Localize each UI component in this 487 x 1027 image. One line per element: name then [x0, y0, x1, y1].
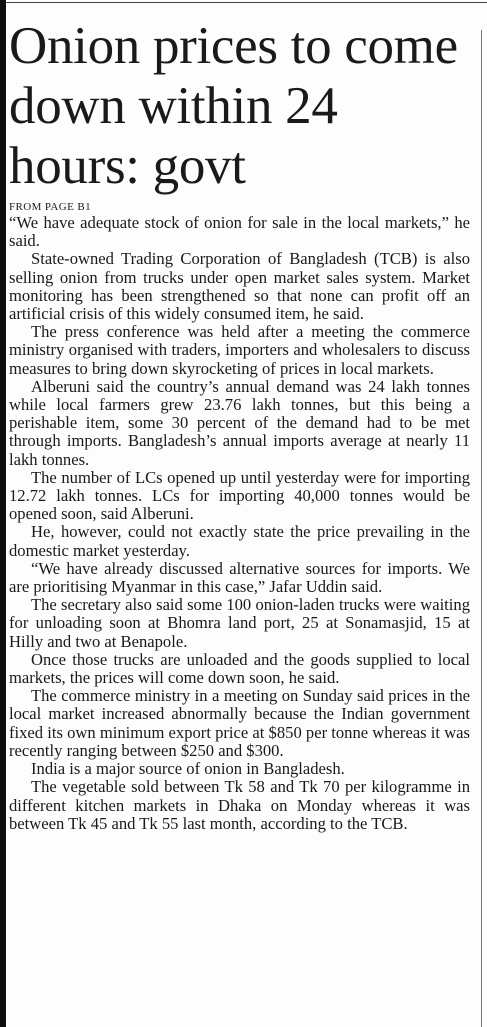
top-column-rule [6, 2, 487, 3]
headline: Onion prices to come down within 24 hours: govt [9, 17, 458, 195]
article-paragraph: The secretary also said some 100 onion-laden trucks were waiting for unloading soon at Bhomra land port, 25 at Sonamasjid, 15 at Hilly and two at Benapole. [9, 595, 470, 651]
article [9, 16, 470, 833]
article-paragraph: “We have adequate stock of onion for sale in the local markets,” he said. [9, 213, 470, 251]
article-paragraph: The commerce ministry in a meeting on Sunday said prices in the local market increased abnormally because the Indian government fixed its own minimum export price at $850 per tonne whereas it was recently ranging between $250 and $300. [9, 686, 470, 760]
article-paragraph: “We have already discussed alternative sources for imports. We are prioritising Myanmar in this case,” Jafar Uddin said. [9, 558, 470, 597]
article-paragraph: India is a major source of onion in Bangladesh. [31, 759, 345, 779]
dateline: FROM PAGE B1 [9, 201, 92, 213]
article-paragraph: The vegetable sold between Tk 58 and Tk 70 per kilogramme in different kitchen markets in Dhaka on Monday whereas it was between Tk 45 and Tk 55 last month, according to the TCB. [9, 777, 470, 833]
right-column-rule [481, 30, 482, 1027]
article-paragraph: Once those trucks are unloaded and the goods supplied to local markets, the prices will come down soon, he said. [9, 649, 470, 688]
article-paragraph: He, however, could not exactly state the price prevailing in the domestic market yesterday. [9, 522, 470, 560]
left-margin-shadow [0, 0, 6, 1027]
article-paragraph: The number of LCs opened up until yesterday were for importing 12.72 lakh tonnes. LCs for importing 40,000 tonnes would be opened soon, said Alberuni. [9, 467, 470, 524]
article-paragraph: State-owned Trading Corporation of Bangladesh (TCB) is also selling onion from trucks under open market sales system. Market monitoring has been strengthened so that none can profit off an artificial crisis of this widely consumed item, he said. [9, 249, 470, 324]
article-paragraph: Alberuni said the country’s annual demand was 24 lakh tonnes while local farmers grew 23.76 lakh tonnes, but this being a perishable item, some 30 percent of the demand had to be met through imports. Bangladesh’s annual imports average at nearly 11 lakh tonnes. [9, 376, 470, 469]
article-paragraph: The press conference was held after a meeting the commerce ministry organised with traders, importers and wholesalers to discuss measures to bring down skyrocketing of prices in local markets. [9, 322, 470, 378]
